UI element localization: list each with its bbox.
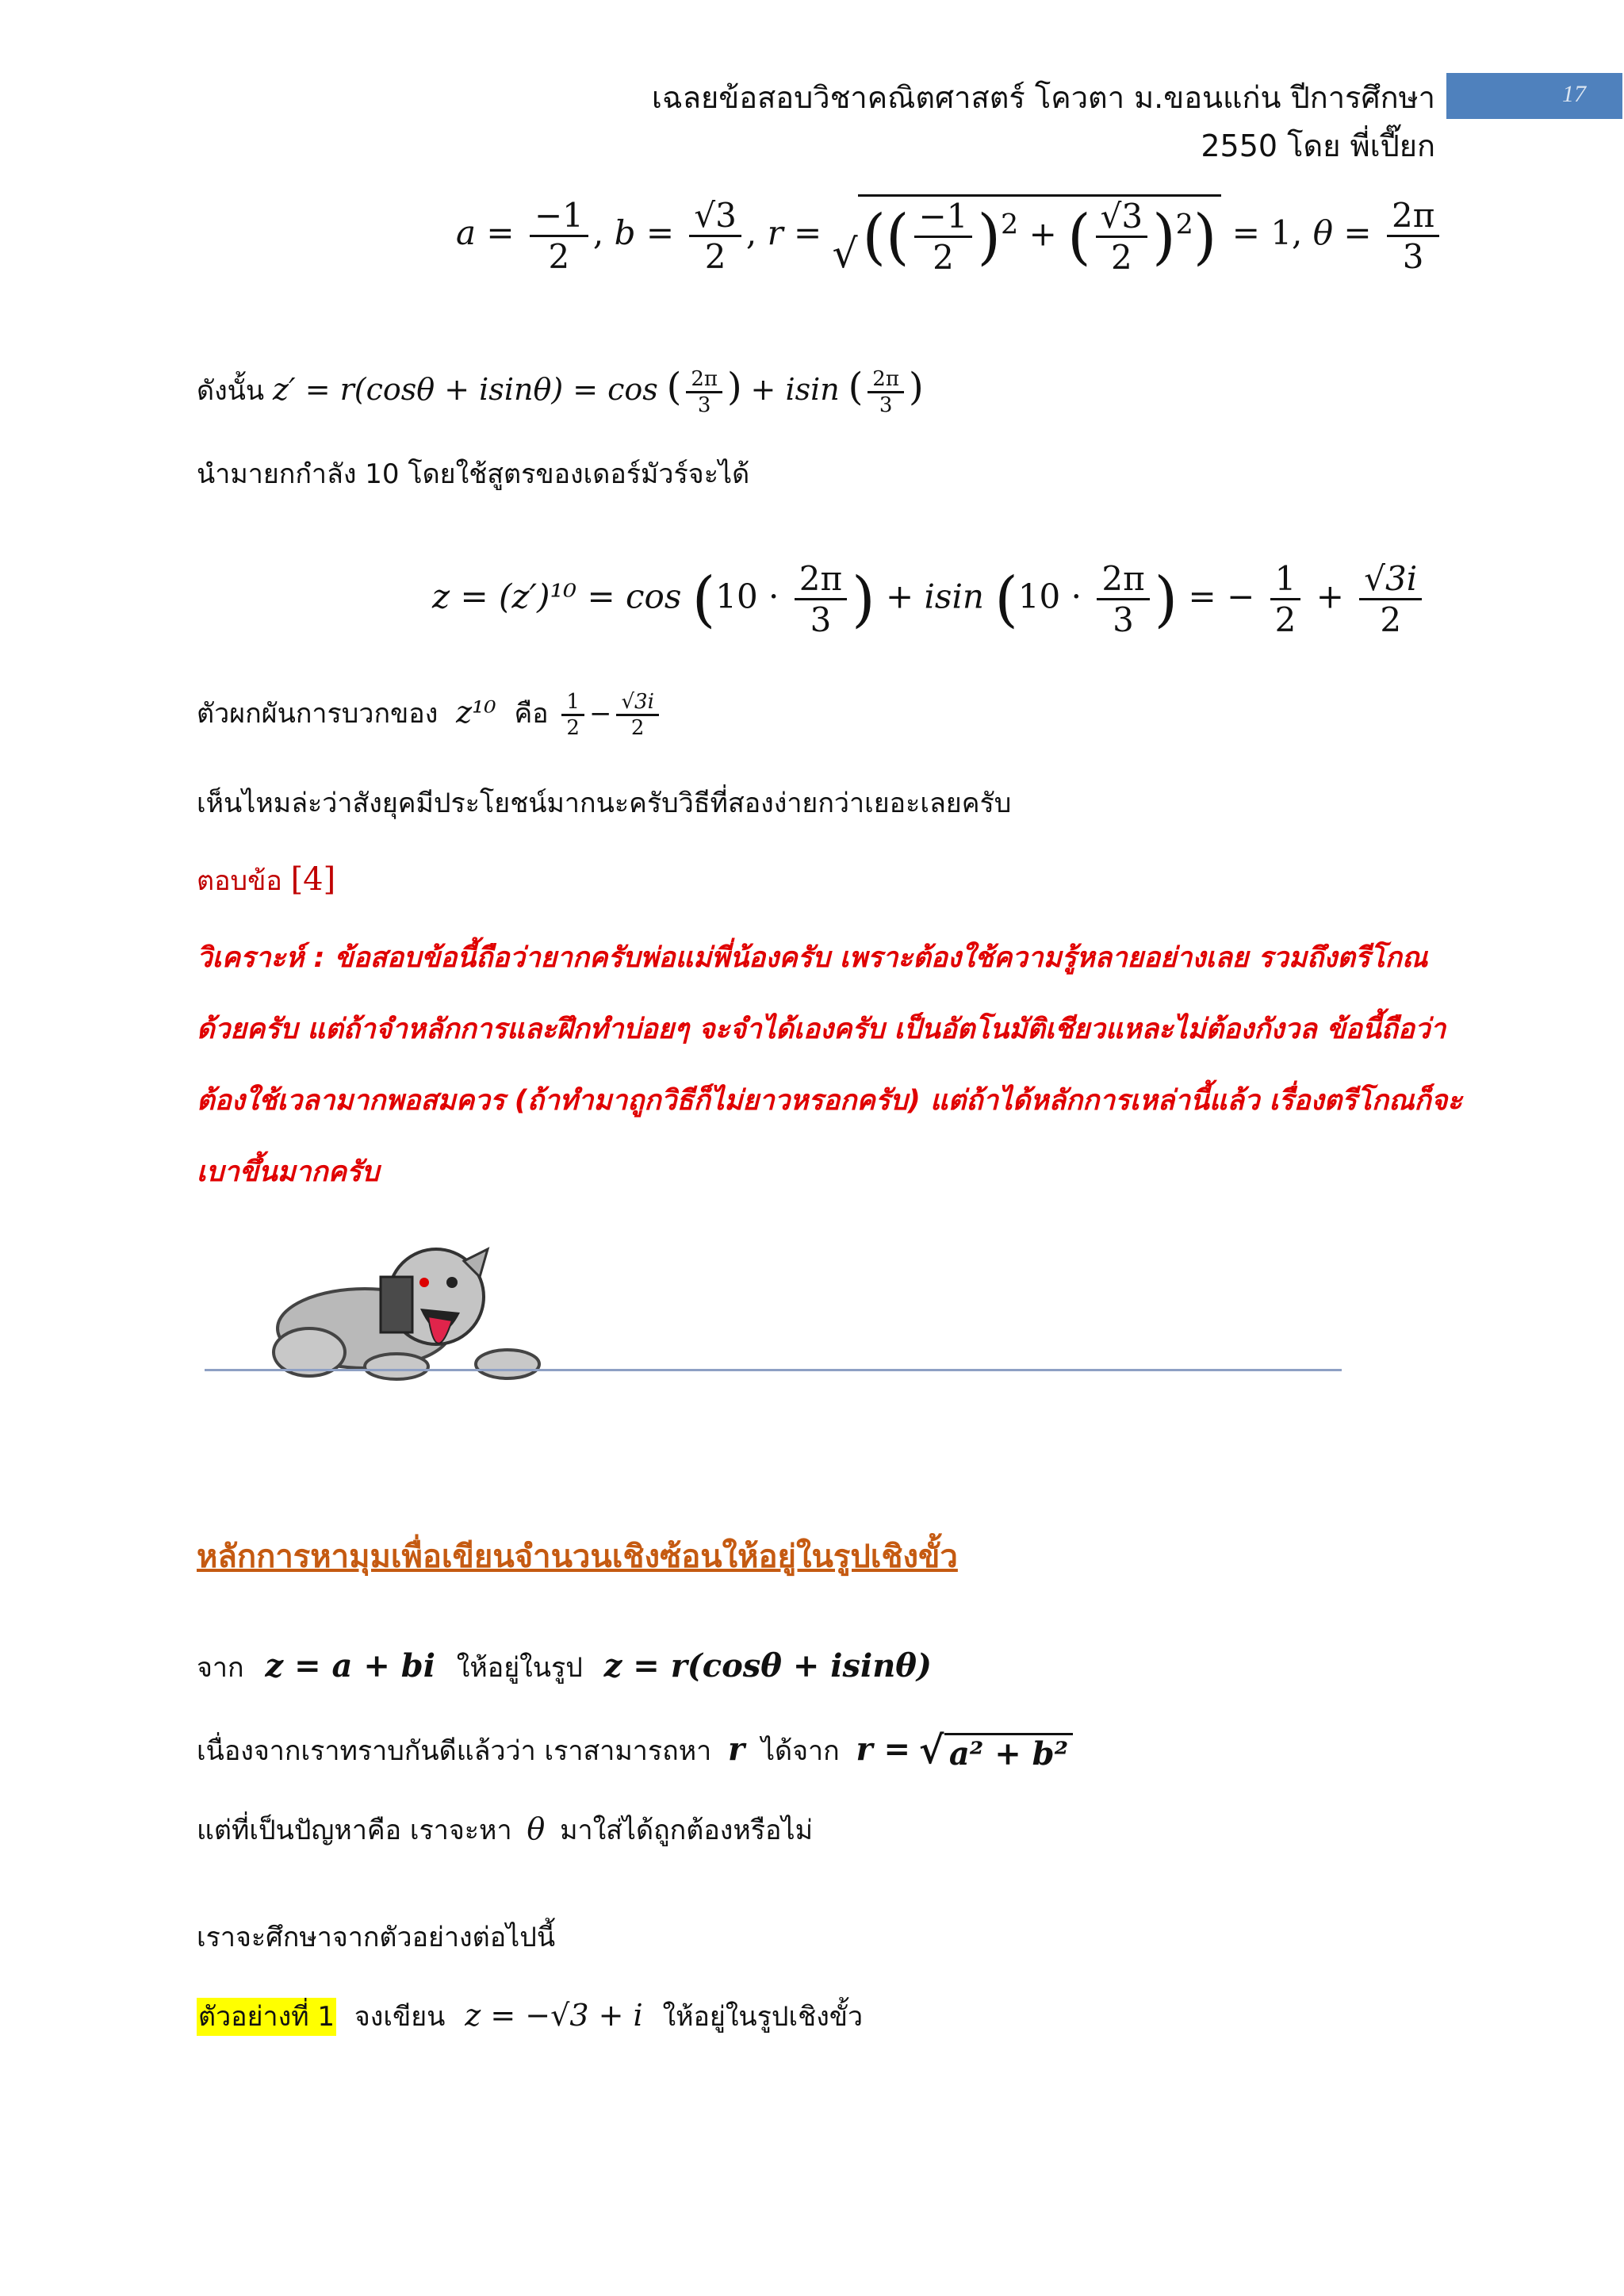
- bulldog-illustration: [262, 1233, 563, 1384]
- form-a-plus-bi: z = a + bi: [265, 1647, 435, 1685]
- b-var: b: [614, 213, 636, 252]
- analysis-line-4: เบาขึ้นมากครับ: [197, 1156, 380, 1188]
- power-line: นำมายกกำลัง 10 โดยใช้สูตรของเดอร์มัวร์จะได้: [197, 458, 750, 490]
- comment-line: เห็นไหมล่ะว่าสังยุคมีประโยชน์มากนะครับวิธีที่สองง่ายกว่าเยอะเลยครับ: [197, 788, 1012, 819]
- form-polar: z = r(cosθ + isinθ): [603, 1647, 932, 1685]
- example-line: ตัวอย่างที่ 1 จงเขียน z = −√3 + i ให้อยู่ในรูปเชิงขั้ว: [197, 1995, 863, 2037]
- zprime-prefix: ดังนั้น: [197, 375, 265, 407]
- example-expression: z = −√3 + i: [465, 1998, 643, 2033]
- r-var: r: [767, 213, 783, 252]
- equation-a-b-r-theta: a = $\frac{-1}{2}$ , b = $\frac{√3}{2}$ , r = √ (( $\frac{-1}{2}$ )$^2$ + ( $\frac{√3}{2}$ )$^2$) = 1, θ = $\frac{2\pi}{3}$: [456, 194, 1444, 277]
- page-number-box: [1446, 73, 1622, 119]
- zprime-line: ดังนั้น z′ = r(cosθ + isinθ) = cos ( $\frac{2\pi}{3}$ ) + isin ( $\frac{2\pi}{3}$ ): [197, 365, 924, 417]
- additive-inverse-line: ตัวผกผันการบวกของ z¹⁰ คือ $\frac{1}{2}$ − $\frac{√3i}{2}$: [197, 690, 664, 740]
- zprime-expression: z′ = r(cosθ + isinθ) = cos: [272, 372, 658, 407]
- b-fraction: $\frac{√3}{2}$: [689, 196, 741, 276]
- problem-line: แต่ที่เป็นปัญหาคือ เราจะหา θ มาใส่ได้ถูกต้องหรือไม่: [197, 1811, 813, 1846]
- divider-line: [205, 1369, 1342, 1371]
- analysis-line-3: ต้องใช้เวลามากพอสมควร (ถ้าทำมาถูกวิธีก็ไม่ยาวหรอกครับ) แต่ถ้าได้หลักการเหล่านี้แล้ว เรื่องตรีโกณก็จะ: [197, 1085, 1463, 1117]
- answer-line: [197, 859, 335, 902]
- section-title: หลักการหามุมเพื่อเขียนจำนวนเชิงซ้อนให้อยู่ในรูปเชิงขั้ว: [197, 1539, 958, 1575]
- answer-value: [4]: [290, 861, 336, 898]
- radical-sign: √: [832, 230, 858, 277]
- analysis-line-2: ด้วยครับ แต่ถ้าจำหลักการและฝึกทำบ่อยๆ จะจำได้เองครับ เป็นอัตโนมัติเชียวแหละไม่ต้องกังวล ข้อนี้ถือว่า: [197, 1014, 1446, 1045]
- a-var: a: [456, 213, 477, 252]
- modulus-line: เนื่องจากเราทราบกันดีแล้วว่า เราสามารถหา r ได้จาก r = √ a² + b²: [197, 1729, 1073, 1773]
- r-result: = 1,: [1231, 213, 1303, 252]
- study-line: เราจะศึกษาจากตัวอย่างต่อไปนี้: [197, 1922, 556, 1953]
- analysis-line-1: วิเคราะห์ : ข้อสอบข้อนี้ถือว่ายากครับพ่อแม่พี่น้องครับ เพราะต้องใช้ความรู้หลายอย่างเลย รวมถึงตรีโกณ: [197, 942, 1428, 974]
- answer-label: ตอบข้อ: [197, 865, 282, 897]
- a-fraction: $\frac{-1}{2}$: [530, 196, 588, 276]
- example-label: ตัวอย่างที่ 1: [197, 1998, 336, 2036]
- page-number: 17: [1562, 81, 1586, 107]
- theta-var: θ: [1312, 213, 1334, 252]
- equation-z-power: z = (z′)¹⁰ = cos (10 · $\frac{2\pi}{3}$ ) + isin (10 · $\frac{2\pi}{3}$ ) = − $\frac{1}{2}$ + $\frac{√3i}{2}$: [432, 559, 1427, 639]
- theta-fraction: $\frac{2\pi}{3}$: [1387, 196, 1439, 276]
- r-sqrt: √ (( $\frac{-1}{2}$ )$^2$ + ( $\frac{√3}{2}$ )$^2$): [833, 194, 1222, 277]
- intro-line: จาก z = a + bi ให้อยู่ในรูป z = r(cosθ + isinθ): [197, 1647, 932, 1685]
- header-title: เฉลยข้อสอบวิชาคณิตศาสตร์ โควตา ม.ขอนแก่น ปีการศึกษา 2550 โดย พี่เปี๊ยก: [651, 80, 1435, 163]
